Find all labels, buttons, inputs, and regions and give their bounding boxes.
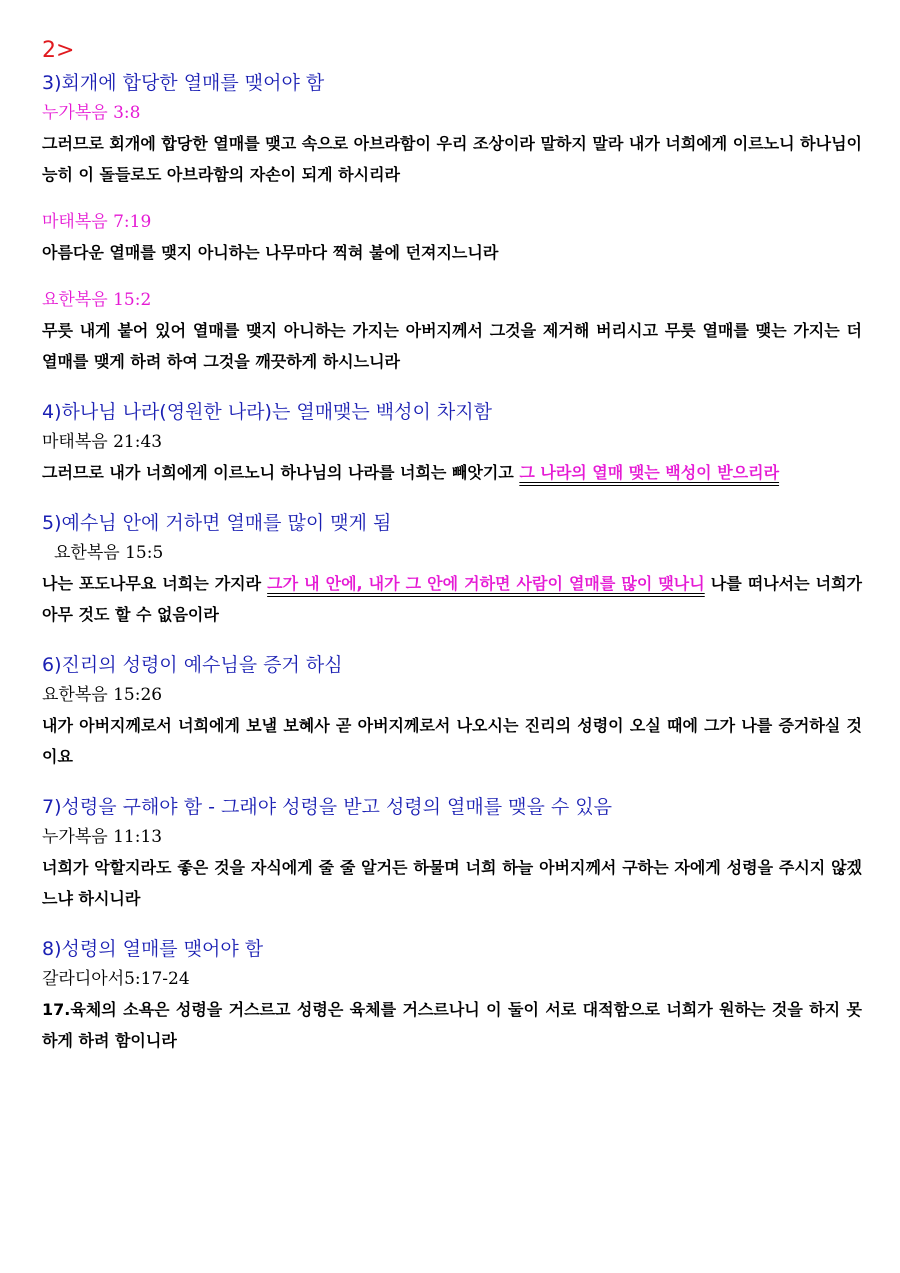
verse-reference: 요한복음 15:26 <box>42 685 163 705</box>
verse-text: 내가 아버지께로서 너희에게 보낼 보혜사 곧 아버지께로서 나오시는 진리의 성령이 오실 때에 그가 나를 증거하실 것이요 <box>42 716 862 766</box>
section-spirit-of-truth <box>42 650 862 772</box>
verse-text-plain: 나는 포도나무요 너희는 가지라 <box>42 574 268 593</box>
section-abide-in-jesus <box>42 508 862 630</box>
passage <box>42 208 862 268</box>
verse-reference: 요한복음 15:2 <box>42 290 152 310</box>
verse-reference: 마태복음 7:19 <box>42 212 152 232</box>
section-kingdom-of-god <box>42 397 862 488</box>
section-ask-for-spirit <box>42 792 862 914</box>
verse-reference: 갈라디아서5:17-24 <box>42 969 190 989</box>
passage <box>42 99 862 190</box>
section-heading: 8)성령의 열매를 맺어야 함 <box>42 938 264 960</box>
verse-text-plain: 그러므로 내가 너희에게 이르노니 하나님의 나라를 너희는 빼앗기고 <box>42 463 520 482</box>
document-page <box>42 36 862 1076</box>
passage <box>42 286 862 377</box>
verse-text: 그러므로 회개에 합당한 열매를 맺고 속으로 아브라함이 우리 조상이라 말하지 말라 내가 너희에게 이르노니 하나님이 능히 이 돌들로도 아브라함의 자손이 되게 하시리라 <box>42 134 862 184</box>
verse-reference: 요한복음 15:5 <box>54 543 164 563</box>
section-heading: 5)예수님 안에 거하면 열매를 많이 맺게 됨 <box>42 512 392 534</box>
verse-text-plain: 나를 떠나서는 너희가 아무 것도 할 수 없음이라 <box>42 574 862 624</box>
verse-reference: 마태복음 21:43 <box>42 432 163 452</box>
section-heading: 3)회개에 합당한 열매를 맺어야 함 <box>42 72 325 94</box>
verse-text: 17.육체의 소욕은 성령을 거스르고 성령은 육체를 거스르나니 이 둘이 서로 대적함으로 너희가 원하는 것을 하지 못하게 하려 함이니라 <box>42 1000 862 1050</box>
page-number: 2> <box>42 38 75 63</box>
verse-reference: 누가복음 3:8 <box>42 103 141 123</box>
section-heading: 6)진리의 성령이 예수님을 증거 하심 <box>42 654 343 676</box>
section-repentance-fruit <box>42 68 862 377</box>
verse-text: 아름다운 열매를 맺지 아니하는 나무마다 찍혀 불에 던져지느니라 <box>42 243 499 262</box>
verse-text <box>42 568 862 630</box>
verse-text <box>42 457 862 488</box>
highlighted-verse-text: 그 나라의 열매 맺는 백성이 받으리라 <box>519 463 780 482</box>
verse-text: 무릇 내게 붙어 있어 열매를 맺지 아니하는 가지는 아버지께서 그것을 제거해 버리시고 무릇 열매를 맺는 가지는 더 열매를 맺게 하려 하여 그것을 깨끗하게 하시느니라 <box>42 321 862 371</box>
section-heading: 4)하나님 나라(영원한 나라)는 열매맺는 백성이 차지함 <box>42 401 492 423</box>
verse-text: 너희가 악할지라도 좋은 것을 자식에게 줄 줄 알거든 하물며 너희 하늘 아버지께서 구하는 자에게 성령을 주시지 않겠느냐 하시니라 <box>42 858 862 908</box>
section-heading: 7)성령을 구해야 함 - 그래야 성령을 받고 성령의 열매를 맺을 수 있음 <box>42 796 612 818</box>
section-fruit-of-spirit <box>42 934 862 1056</box>
verse-reference: 누가복음 11:13 <box>42 827 163 847</box>
highlighted-verse-text: 그가 내 안에, 내가 그 안에 거하면 사람이 열매를 많이 맺나니 <box>267 574 705 593</box>
